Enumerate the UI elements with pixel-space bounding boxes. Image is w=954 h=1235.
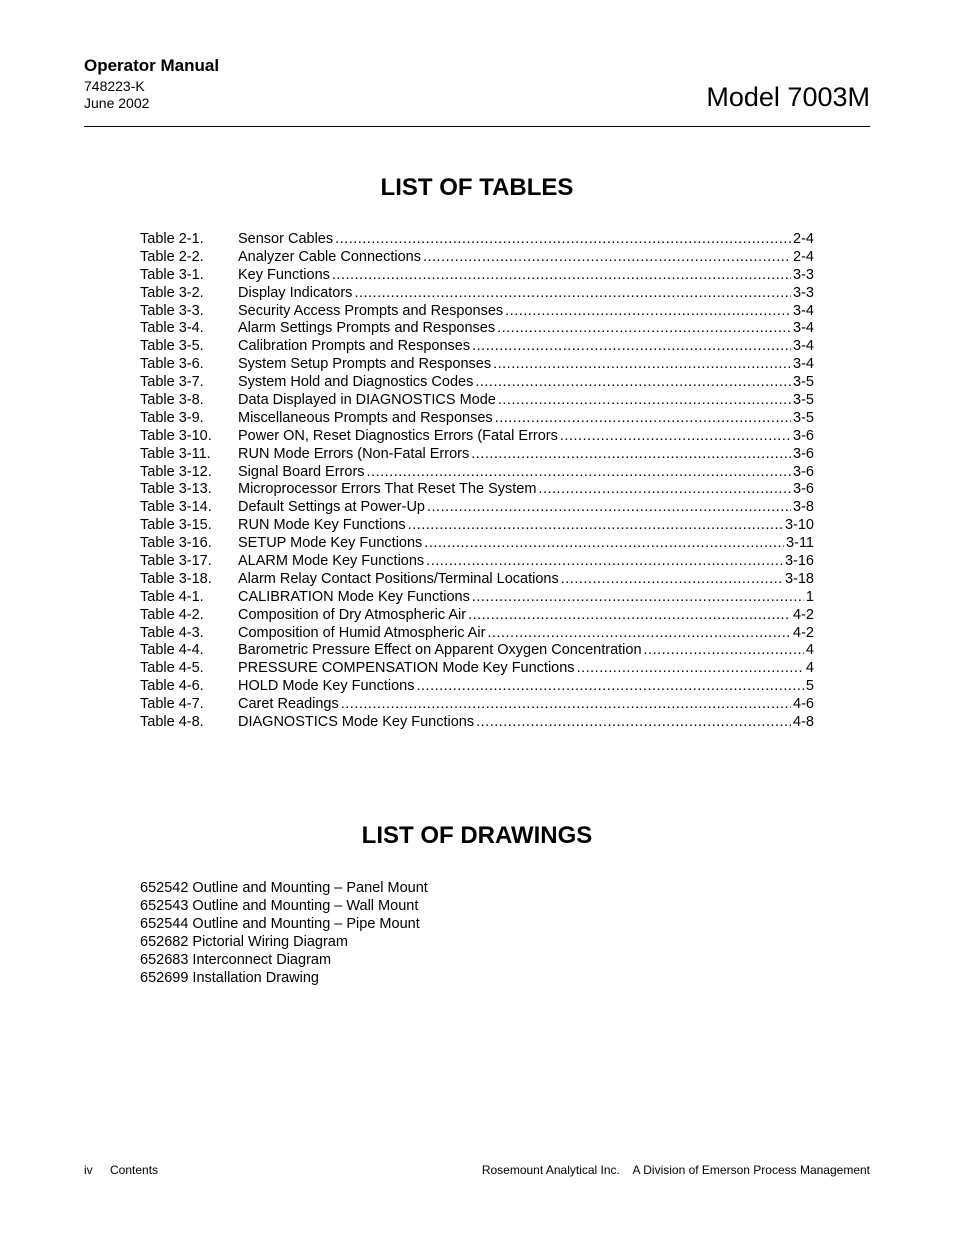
table-entry	[140, 625, 814, 643]
drawings-list	[140, 879, 428, 987]
table-title: ALARM Mode Key Functions	[238, 553, 425, 570]
table-title: HOLD Mode Key Functions	[238, 678, 415, 695]
table-title: RUN Mode Key Functions	[238, 517, 406, 534]
table-entry	[140, 392, 814, 410]
table-page: 5	[805, 678, 814, 695]
table-entry	[140, 464, 814, 482]
dot-leader	[472, 589, 804, 607]
table-title: Sensor Cables	[238, 231, 334, 247]
table-number: Table 3-14.	[140, 499, 212, 516]
table-entry	[140, 374, 814, 392]
table-entry	[140, 714, 814, 732]
table-entry	[140, 320, 814, 338]
table-number: Table 4-1.	[140, 588, 204, 605]
table-page: 3-6	[793, 445, 814, 462]
table-entry	[140, 410, 814, 428]
table-entry	[140, 446, 814, 464]
table-page: 3-5	[793, 392, 814, 409]
publication-date: June 2002	[84, 95, 150, 111]
table-page: 3-18	[784, 570, 814, 587]
table-entry	[140, 517, 814, 535]
table-title: Security Access Prompts and Responses	[238, 302, 504, 319]
table-entry	[140, 607, 814, 625]
table-title: Default Settings at Power-Up	[238, 499, 425, 516]
dot-leader	[476, 714, 791, 732]
table-number: Table 4-2.	[140, 606, 204, 623]
table-title: Composition of Humid Atmospheric Air	[238, 624, 486, 641]
table-entry	[140, 285, 814, 303]
dot-leader	[354, 285, 791, 303]
table-number: Table 3-3.	[140, 302, 204, 319]
dot-leader	[475, 374, 791, 392]
table-title: Miscellaneous Prompts and Responses	[238, 409, 493, 426]
table-page: 3-11	[786, 535, 814, 552]
dot-leader	[335, 231, 791, 249]
table-page: 1	[805, 588, 814, 605]
table-page: 4-6	[793, 696, 814, 713]
table-number: Table 3-6.	[140, 356, 204, 373]
dot-leader	[505, 303, 791, 321]
dot-leader	[577, 660, 804, 678]
table-number: Table 3-1.	[140, 266, 204, 283]
table-number: Table 4-5.	[140, 660, 204, 677]
table-title: DIAGNOSTICS Mode Key Functions	[238, 714, 475, 731]
table-page: 4-8	[793, 714, 814, 731]
table-number: Table 3-8.	[140, 392, 204, 409]
table-entry	[140, 428, 814, 446]
table-page: 3-5	[793, 409, 814, 426]
table-number: Table 3-15.	[140, 517, 212, 534]
table-title: Barometric Pressure Effect on Apparent Oxygen Concentration	[238, 642, 642, 659]
table-number: Table 3-7.	[140, 374, 204, 391]
table-entry	[140, 535, 814, 553]
table-number: Table 4-3.	[140, 624, 204, 641]
table-number: Table 3-4.	[140, 320, 204, 337]
table-number: Table 4-7.	[140, 696, 204, 713]
table-number: Table 3-9.	[140, 409, 204, 426]
table-title: Signal Board Errors	[238, 463, 365, 480]
table-entry	[140, 249, 814, 267]
table-number: Table 3-18.	[140, 570, 212, 587]
page-header	[84, 56, 870, 126]
drawing-entry: 652542 Outline and Mounting – Panel Mount	[140, 880, 428, 896]
table-entry	[140, 338, 814, 356]
dot-leader	[424, 535, 784, 553]
footer-company: Rosemount Analytical Inc. A Division of Emerson Process Management	[481, 1163, 870, 1177]
table-title: Alarm Relay Contact Positions/Terminal Locations	[238, 570, 559, 587]
model-name: Model 7003M	[706, 82, 870, 112]
header-divider	[84, 126, 870, 127]
dot-leader	[427, 499, 791, 517]
dot-leader	[495, 410, 791, 428]
table-entry	[140, 660, 814, 678]
list-of-drawings-heading: LIST OF DRAWINGS	[361, 822, 593, 849]
table-number: Table 2-2.	[140, 248, 204, 265]
table-number: Table 4-8.	[140, 714, 204, 731]
table-entry	[140, 231, 814, 249]
drawing-entry: 652544 Outline and Mounting – Pipe Mount	[140, 916, 420, 932]
table-entry	[140, 499, 814, 517]
table-entry	[140, 589, 814, 607]
table-page: 4-2	[793, 606, 814, 623]
dot-leader	[408, 517, 783, 535]
drawing-entry: 652682 Pictorial Wiring Diagram	[140, 934, 348, 950]
table-entry	[140, 481, 814, 499]
table-number: Table 4-6.	[140, 678, 204, 695]
table-number: Table 3-10.	[140, 427, 212, 444]
table-entry	[140, 303, 814, 321]
table-title: SETUP Mode Key Functions	[238, 535, 423, 552]
dot-leader	[644, 642, 804, 660]
drawing-entry: 652683 Interconnect Diagram	[140, 952, 332, 968]
dot-leader	[468, 607, 791, 625]
table-page: 3-4	[793, 320, 814, 337]
table-page: 3-4	[793, 338, 814, 355]
table-number: Table 3-2.	[140, 284, 204, 301]
table-title: Analyzer Cable Connections	[238, 248, 421, 265]
table-page: 4-2	[793, 624, 814, 641]
dot-leader	[423, 249, 791, 267]
table-number: Table 3-5.	[140, 338, 204, 355]
table-title: Calibration Prompts and Responses	[238, 338, 471, 355]
table-entry	[140, 678, 814, 696]
table-title: PRESSURE COMPENSATION Mode Key Functions	[238, 660, 575, 677]
table-page: 3-4	[793, 356, 814, 373]
table-number: Table 3-17.	[140, 553, 212, 570]
drawing-entry: 652699 Installation Drawing	[140, 970, 319, 986]
table-title: System Hold and Diagnostics Codes	[238, 374, 474, 391]
dot-leader	[367, 464, 792, 482]
manual-title: Operator Manual	[84, 56, 220, 75]
drawing-entry: 652543 Outline and Mounting – Wall Mount	[140, 898, 419, 914]
table-page: 2-4	[793, 231, 814, 247]
table-title: Microprocessor Errors That Reset The System	[238, 481, 537, 498]
table-title: Data Displayed in DIAGNOSTICS Mode	[238, 392, 496, 409]
table-title: Alarm Settings Prompts and Responses	[238, 320, 496, 337]
table-number: Table 3-11.	[140, 445, 211, 462]
table-page: 3-4	[793, 302, 814, 319]
table-number: Table 4-4.	[140, 642, 204, 659]
table-number: Table 3-13.	[140, 481, 212, 498]
document-number: 748223-K	[84, 78, 145, 94]
table-title: Power ON, Reset Diagnostics Errors (Fatal Errors	[238, 427, 558, 444]
table-page: 3-6	[793, 427, 814, 444]
table-title: Caret Readings	[238, 696, 339, 713]
table-page: 3-8	[793, 499, 814, 516]
table-page: 3-10	[784, 517, 814, 534]
dot-leader	[426, 553, 783, 571]
table-page: 3-3	[793, 266, 814, 283]
table-page: 4	[805, 660, 814, 677]
table-entry	[140, 356, 814, 374]
table-number: Table 3-12.	[140, 463, 212, 480]
dot-leader	[332, 267, 791, 285]
table-page: 3-16	[784, 553, 814, 570]
table-page: 3-6	[793, 463, 814, 480]
page-number: iv	[84, 1163, 93, 1177]
footer-section: Contents	[110, 1163, 159, 1177]
table-title: System Setup Prompts and Responses	[238, 356, 492, 373]
dot-leader	[341, 696, 791, 714]
table-entry	[140, 696, 814, 714]
dot-leader	[538, 481, 791, 499]
dot-leader	[498, 392, 791, 410]
table-page: 3-6	[793, 481, 814, 498]
table-number: Table 2-1.	[140, 231, 204, 247]
table-title: RUN Mode Errors (Non-Fatal Errors	[238, 445, 470, 462]
table-entry	[140, 642, 814, 660]
dot-leader	[497, 320, 791, 338]
dot-leader	[493, 356, 791, 374]
table-title: Key Functions	[238, 266, 330, 283]
table-title: Display Indicators	[238, 284, 353, 301]
dot-leader	[561, 571, 783, 589]
table-number: Table 3-16.	[140, 535, 212, 552]
table-entry	[140, 553, 814, 571]
table-page: 4	[805, 642, 814, 659]
table-page: 3-3	[793, 284, 814, 301]
dot-leader	[472, 338, 791, 356]
tables-list	[140, 231, 814, 732]
table-title: Composition of Dry Atmospheric Air	[238, 606, 467, 623]
table-page: 3-5	[793, 374, 814, 391]
table-entry	[140, 267, 814, 285]
dot-leader	[487, 625, 791, 643]
dot-leader	[560, 428, 791, 446]
table-page: 2-4	[793, 248, 814, 265]
dot-leader	[417, 678, 804, 696]
table-title: CALIBRATION Mode Key Functions	[238, 588, 470, 605]
dot-leader	[471, 446, 791, 464]
list-of-tables-heading: LIST OF TABLES	[380, 174, 574, 201]
table-entry	[140, 571, 814, 589]
